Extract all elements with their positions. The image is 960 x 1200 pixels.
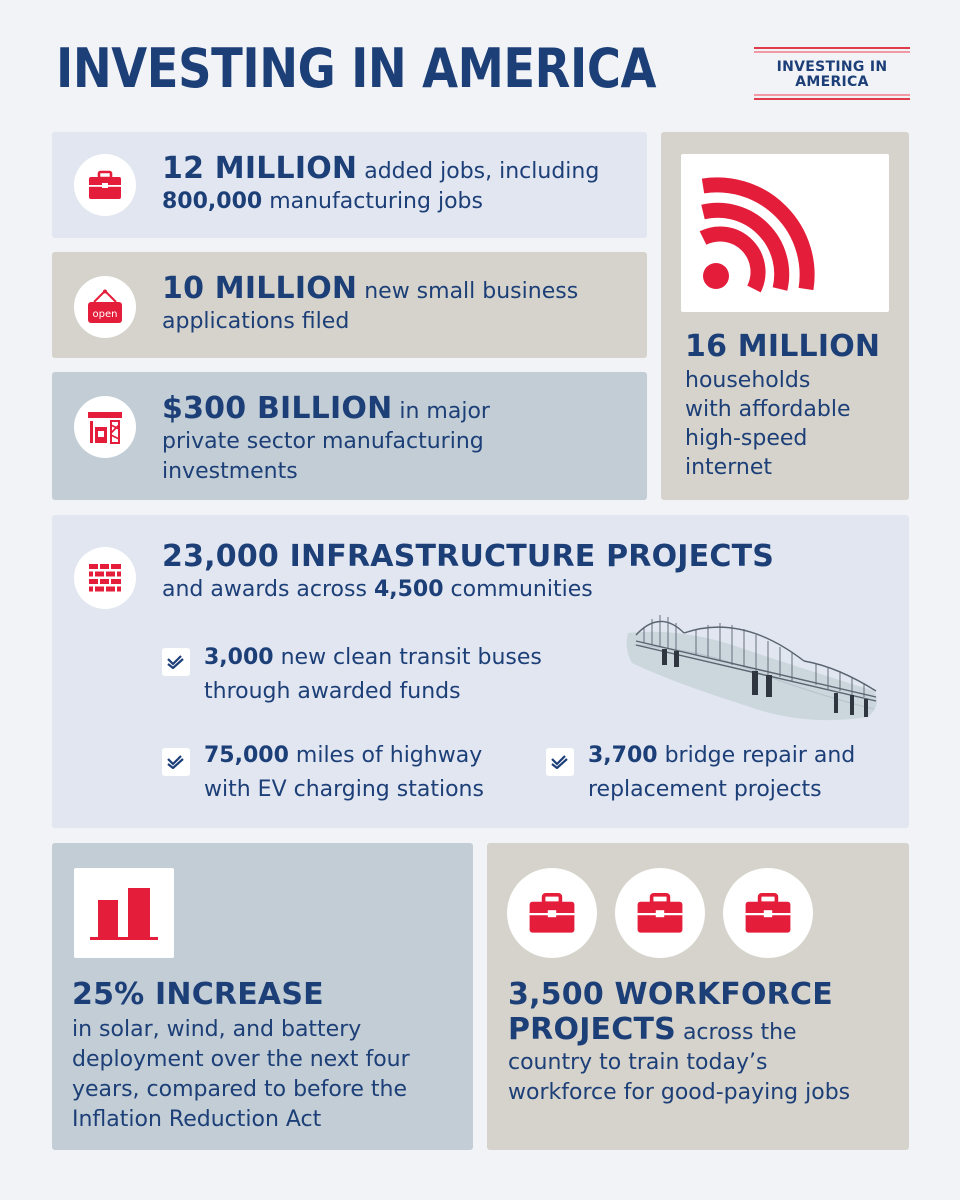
wifi-signal-icon [681,154,889,312]
workforce-text-3: workforce for good-paying jobs [508,1080,851,1105]
workforce-card [487,843,909,1150]
bridge-projects-number: 3,700 [588,743,658,768]
transit-buses-text-2: through awarded funds [204,679,461,704]
clean-energy-text-3: years, compared to before the [72,1077,407,1102]
clean-energy-stat-number: 25% INCREASE [72,977,324,1012]
internet-text-1: households [685,368,811,393]
svg-text:open: open [92,309,118,320]
internet-stat-number: 16 MILLION [685,329,881,364]
transit-buses-item [204,641,624,709]
clean-energy-text-1: in solar, wind, and battery [72,1017,362,1042]
jobs-icon-circle [74,154,136,216]
small-business-stat-number: 10 MILLION [162,271,358,306]
transit-buses-number: 3,000 [204,645,274,670]
bridge-text-2: replacement projects [588,777,822,802]
internet-card [661,132,909,500]
bridge-repair-item [588,739,898,807]
manufacturing-text-2: private sector manufacturing [162,429,484,454]
clean-energy-text-4: Inflation Reduction Act [72,1107,322,1132]
brick-wall-icon [89,564,121,592]
jobs-card [52,132,647,238]
infrastructure-icon-circle [74,547,136,609]
wifi-icon-box [681,154,889,312]
infrastructure-card [52,515,909,828]
clean-energy-card [52,843,473,1150]
workforce-icon-circle-1 [507,868,597,958]
bar-chart-icon-box [74,868,174,958]
workforce-text-2: country to train today’s [508,1050,768,1075]
briefcase-icon [88,170,122,200]
logo-line-1: INVESTING IN [776,59,888,75]
workforce-stat-projects: PROJECTS [508,1012,676,1047]
manufacturing-stat-number: $300 BILLION [162,391,393,426]
workforce-icon-circle-2 [615,868,705,958]
manufacturing-jobs-number: 800,000 [162,189,263,214]
checkmark-icon [162,748,190,776]
communities-number: 4,500 [373,577,444,602]
bridge-text-1: bridge repair and [664,743,856,768]
internet-text-3: high-speed [685,426,808,451]
manufacturing-jobs-text: manufacturing jobs [269,189,483,214]
jobs-stat-number: 12 MILLION [162,151,358,186]
page-title: INVESTING IN AMERICA [56,37,657,100]
manufacturing-text-3: investments [162,459,298,484]
small-business-text-2: applications filed [162,309,350,334]
logo-line-2: AMERICA [795,74,869,90]
checkmark-icon [546,748,574,776]
clean-energy-text-2: deployment over the next four [72,1047,410,1072]
workforce-stat-number: 3,500 WORKFORCE [508,977,833,1012]
highway-miles-number: 75,000 [204,743,289,768]
internet-text-4: internet [685,455,772,480]
bar-chart-icon [74,868,174,958]
small-business-card [52,252,647,358]
small-business-text-1: new small business [364,279,579,304]
factory-icon [87,409,123,445]
jobs-stat-text: added jobs, including [364,159,600,184]
infrastructure-text-2: communities [450,577,593,602]
workforce-text-1: across the [682,1020,797,1045]
highway-text-2: with EV charging stations [204,777,484,802]
small-business-icon-circle [74,276,136,338]
briefcase-icon [528,892,576,934]
infrastructure-text-1: and awards across [162,577,367,602]
bridge-illustration [624,605,886,731]
briefcase-icon [744,892,792,934]
open-sign-icon [86,289,124,325]
highway-text-1: miles of highway [295,743,483,768]
highway-ev-item [204,739,574,807]
internet-text-2: with affordable [685,397,851,422]
manufacturing-investment-card [52,372,647,500]
workforce-icon-circle-3 [723,868,813,958]
manufacturing-icon-circle [74,396,136,458]
infrastructure-stat-number: 23,000 INFRASTRUCTURE PROJECTS [162,539,775,574]
checkmark-icon [162,648,190,676]
investing-in-america-logo [754,47,910,97]
briefcase-icon [636,892,684,934]
manufacturing-text-1: in major [399,399,490,424]
transit-buses-text-1: new clean transit buses [280,645,542,670]
